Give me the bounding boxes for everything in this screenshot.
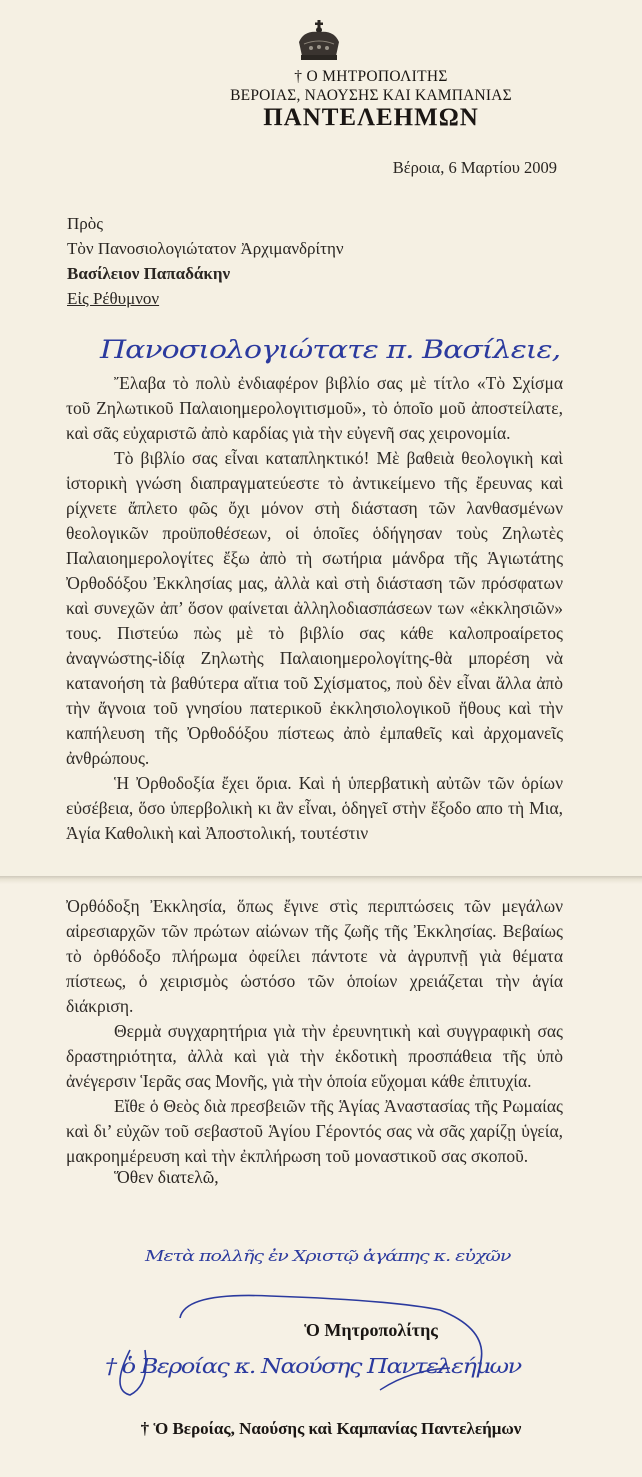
letter-body-page-2 <box>66 894 563 1169</box>
signatory-title: Ὁ Μητροπολίτης <box>304 1320 438 1340</box>
handwritten-salutation: Πανοσιολογιώτατε π. Βασίλειε, <box>100 335 561 365</box>
recipient-name: Βασίλειον Παπαδάκην <box>67 264 231 283</box>
closing-phrase: Ὅθεν διατελῶ, <box>114 1167 219 1187</box>
paragraph: Ἔλαβα τὸ πολὺ ἐνδιαφέρον βιβλίο σας μὲ τίτλο «Τὸ Σχίσμα τοῦ Ζηλωτικοῦ Παλαιοημερολογιτισμοῦ», τὸ ὁποῖο μοῦ ἀποστείλατε, καὶ σᾶς εὐχαριστῶ ἀπὸ καρδίας γιὰ τὴν εὐγενῆ σας χειρονομία. <box>66 373 563 443</box>
handwritten-closing: Μετὰ πολλῆς ἐν Χριστῷ ἀγάπης κ. εὐχῶν <box>145 1247 511 1265</box>
paragraph: Ὀρθόδοξη Ἐκκλησία, ὅπως ἔγινε στὶς περιπτώσεις τῶν μεγάλων αἱρεσιαρχῶν τῶν πρώτων αἰώνων τῆς ζωῆς τῆς Ἐκκλησίας. Βεβαίως τὸ ὀρθόδοξο πλήρωμα ὀφείλει πάντοτε νὰ ἀγρυπνῇ γιὰ θέματα πίστεως, ὁ χειρισμὸς ὡστόσο τῶν ὁποίων χρειάζεται τὴν ἁγία διάκριση. <box>66 896 563 1016</box>
recipient-line-1: Πρὸς <box>67 214 103 233</box>
crown-icon <box>294 18 344 64</box>
page-fold-divider <box>0 876 642 884</box>
paragraph: Τὸ βιβλίο σας εἶναι καταπληκτικό! Μὲ βαθειὰ θεολογικὴ καὶ ἱστορικὴ γνώση διαπραγματεύεστε τὸ ἀντικείμενο τῆς ἔρευνας καὶ ρίχνετε ἄπλετο φῶς ὄχι μόνον στὴ διάσταση τῶν λανθασμένων θεολογικῶν προϋποθέσεων, οἱ ὁποῖες ὁδήγησαν τοὺς Ζηλωτὲς Παλαιοημερολογίτες ἔξω ἀπὸ τὴ σωτήρια μάνδρα τῆς Ἁγιωτάτης Ὀρθοδόξου Ἐκκλησίας μας, ἀλλὰ καὶ στὴ διάσταση τῶν πρόσφατων καὶ συνεχῶν ἀπ’ ὅσον φαίνεται ἀλληλοδιασπάσεων των «ἐκκλησιῶν» τους. Πιστεύω πὼς μὲ τὸ βιβλίο σας κάθε καλοπροαίρετος ἀναγνώστης-ἰδίᾳ Ζηλωτὴς Παλαιοημερολογίτης-θὰ μπορέση νὰ κατανοήση τὰ βαθύτερα αἴτια τοῦ Σχίσματος, ποὺ δὲν εἶναι ἄλλα ἀπὸ τὴν ἄγνοια τοῦ γνησίου πατερικοῦ ἐκκλησιολογικοῦ ἤθους καὶ τὴν καπήλευση τῆς Ὀρθοδόξου πίστεως ἀπὸ ἐμπαθεῖς καὶ ἀρχομανεῖς ἀνθρώπους. <box>66 448 563 768</box>
paragraph: Ἡ Ὀρθοδοξία ἔχει ὅρια. Καὶ ἡ ὑπερβατικὴ αὐτῶν τῶν ὁρίων εὐσέβεια, ὅσο ὑπερβολικὴ κι ἂν εἶναι, ὁδηγεῖ στὴν ἔξοδο απο τὴ Μια, Ἁγία Καθολικὴ καὶ Ἀποστολική, τουτέστιν <box>66 773 563 843</box>
handwritten-signature: † ὁ Βεροίας κ. Ναούσης Παντελεήμων <box>105 1354 521 1378</box>
letter-date: Βέροια, 6 Μαρτίου 2009 <box>392 158 557 177</box>
letterhead-line-2: ΒΕΡΟΙΑΣ, ΝΑΟΥΣΗΣ ΚΑΙ ΚΑΜΠΑΝΙΑΣ <box>230 87 512 104</box>
paragraph: Εἴθε ὁ Θεὸς διὰ πρεσβειῶν τῆς Ἁγίας Ἀναστασίας τῆς Ρωμαίας καὶ δι’ εὐχῶν τοῦ σεβαστοῦ Ἁγίου Γέροντός σας νὰ σᾶς χαρίζῃ ὑγεία, μακροημέρευση καὶ τὴν ἐκπλήρωση τοῦ μοναστικοῦ σας σκοποῦ. <box>66 1096 563 1166</box>
letter-body-page-1 <box>66 371 563 846</box>
signatory-full-name: † Ὁ Βεροίας, Ναούσης καὶ Καμπανίας Παντελεήμων <box>140 1419 522 1438</box>
recipient-place: Εἰς Ρέθυμνον <box>67 289 160 308</box>
letterhead-line-1: † Ο ΜΗΤΡΟΠΟΛΙΤΗΣ <box>294 68 448 85</box>
letterhead-name: ΠΑΝΤΕΛΕΗΜΩΝ <box>263 104 479 131</box>
paragraph: Θερμὰ συγχαρητήρια γιὰ τὴν ἐρευνητικὴ καὶ συγγραφικὴ σας δραστηριότητα, ἀλλὰ καὶ γιὰ τὴν ἐκδοτικὴ προσπάθεια τῆς ὑπὸ ἀνέγερσιν Ἱερᾶς σας Μονῆς, γιὰ τὴν ὁποία εὔχομαι κάθε ἐπιτυχία. <box>66 1021 563 1091</box>
recipient-line-2: Τὸν Πανοσιολογιώτατον Ἀρχιμανδρίτην <box>67 239 344 258</box>
signature-flourish-icon <box>90 1290 520 1400</box>
